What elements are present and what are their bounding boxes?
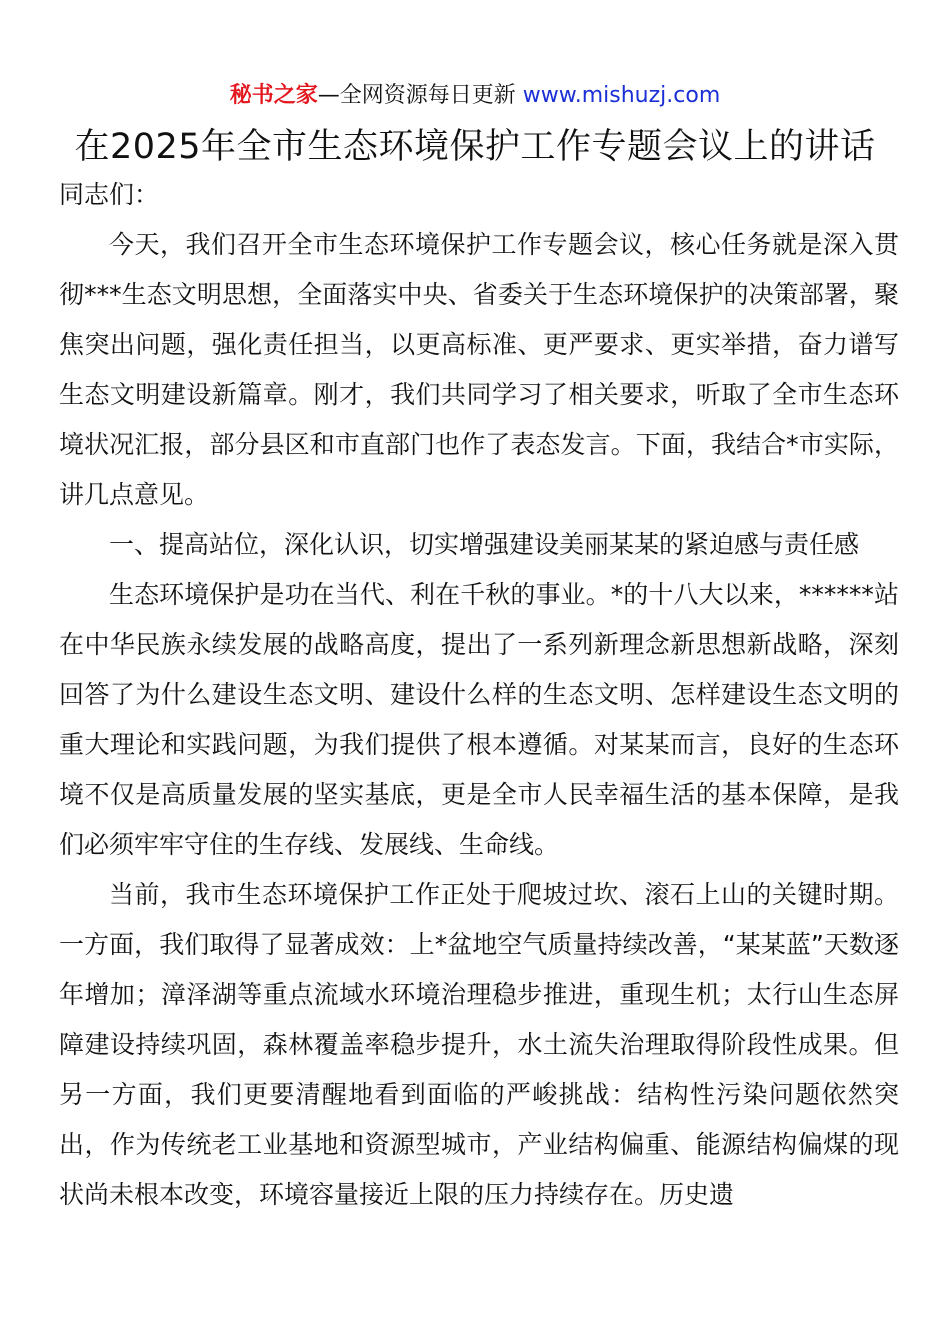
site-tagline: —全网资源每日更新 <box>317 83 523 108</box>
section-heading-1: 一、提高站位，深化认识，切实增强建设美丽某某的紧迫感与责任感 <box>109 530 860 559</box>
paragraph-current-situation: 当前，我市生态环境保护工作正处于爬坡过坎、滚石上山的关键时期。一方面，我们取得了显著成效：上*盆地空气质量持续改善，“某某蓝”天数逐年增加；漳泽湖等重点流域水环境治理稳步推进，重现生机；太行山生态屏障建设持续巩固，森林覆盖率稳步提升，水土流失治理取得阶段性成果。但另一方面，我们更要清醒地看到面临的严峻挑战：结构性污染问题依然突出，作为传统老工业基地和资源型城市，产业结构偏重、能源结构偏煤的现状尚未根本改变，环境容量接近上限的压力持续存在。历史遗 <box>59 880 899 1209</box>
site-banner <box>0 80 950 112</box>
site-url-link[interactable]: www.mishuzj.com <box>522 83 721 108</box>
salutation: 同志们： <box>59 180 160 209</box>
document-title: 在2025年全市生态环境保护工作专题会议上的讲话 <box>74 127 876 167</box>
site-brand: 秘书之家 <box>229 83 318 108</box>
paragraph-significance: 生态环境保护是功在当代、利在千秋的事业。*的十八大以来，******站在中华民族永续发展的战略高度，提出了一系列新理念新思想新战略，深刻回答了为什么建设生态文明、建设什么样的生态文明、怎样建设生态文明的重大理论和实践问题，为我们提供了根本遵循。对某某而言，良好的生态环境不仅是高质量发展的坚实基底，更是全市人民幸福生活的基本保障，是我们必须牢牢守住的生存线、发展线、生命线。 <box>59 580 899 859</box>
document-body <box>59 170 899 1220</box>
paragraph-intro: 今天，我们召开全市生态环境保护工作专题会议，核心任务就是深入贯彻***生态文明思想，全面落实中央、省委关于生态环境保护的决策部署，聚焦突出问题，强化责任担当，以更高标准、更严要求、更实举措，奋力谱写生态文明建设新篇章。刚才，我们共同学习了相关要求，听取了全市生态环境状况汇报，部分县区和市直部门也作了表态发言。下面，我结合*市实际，讲几点意见。 <box>59 230 899 509</box>
